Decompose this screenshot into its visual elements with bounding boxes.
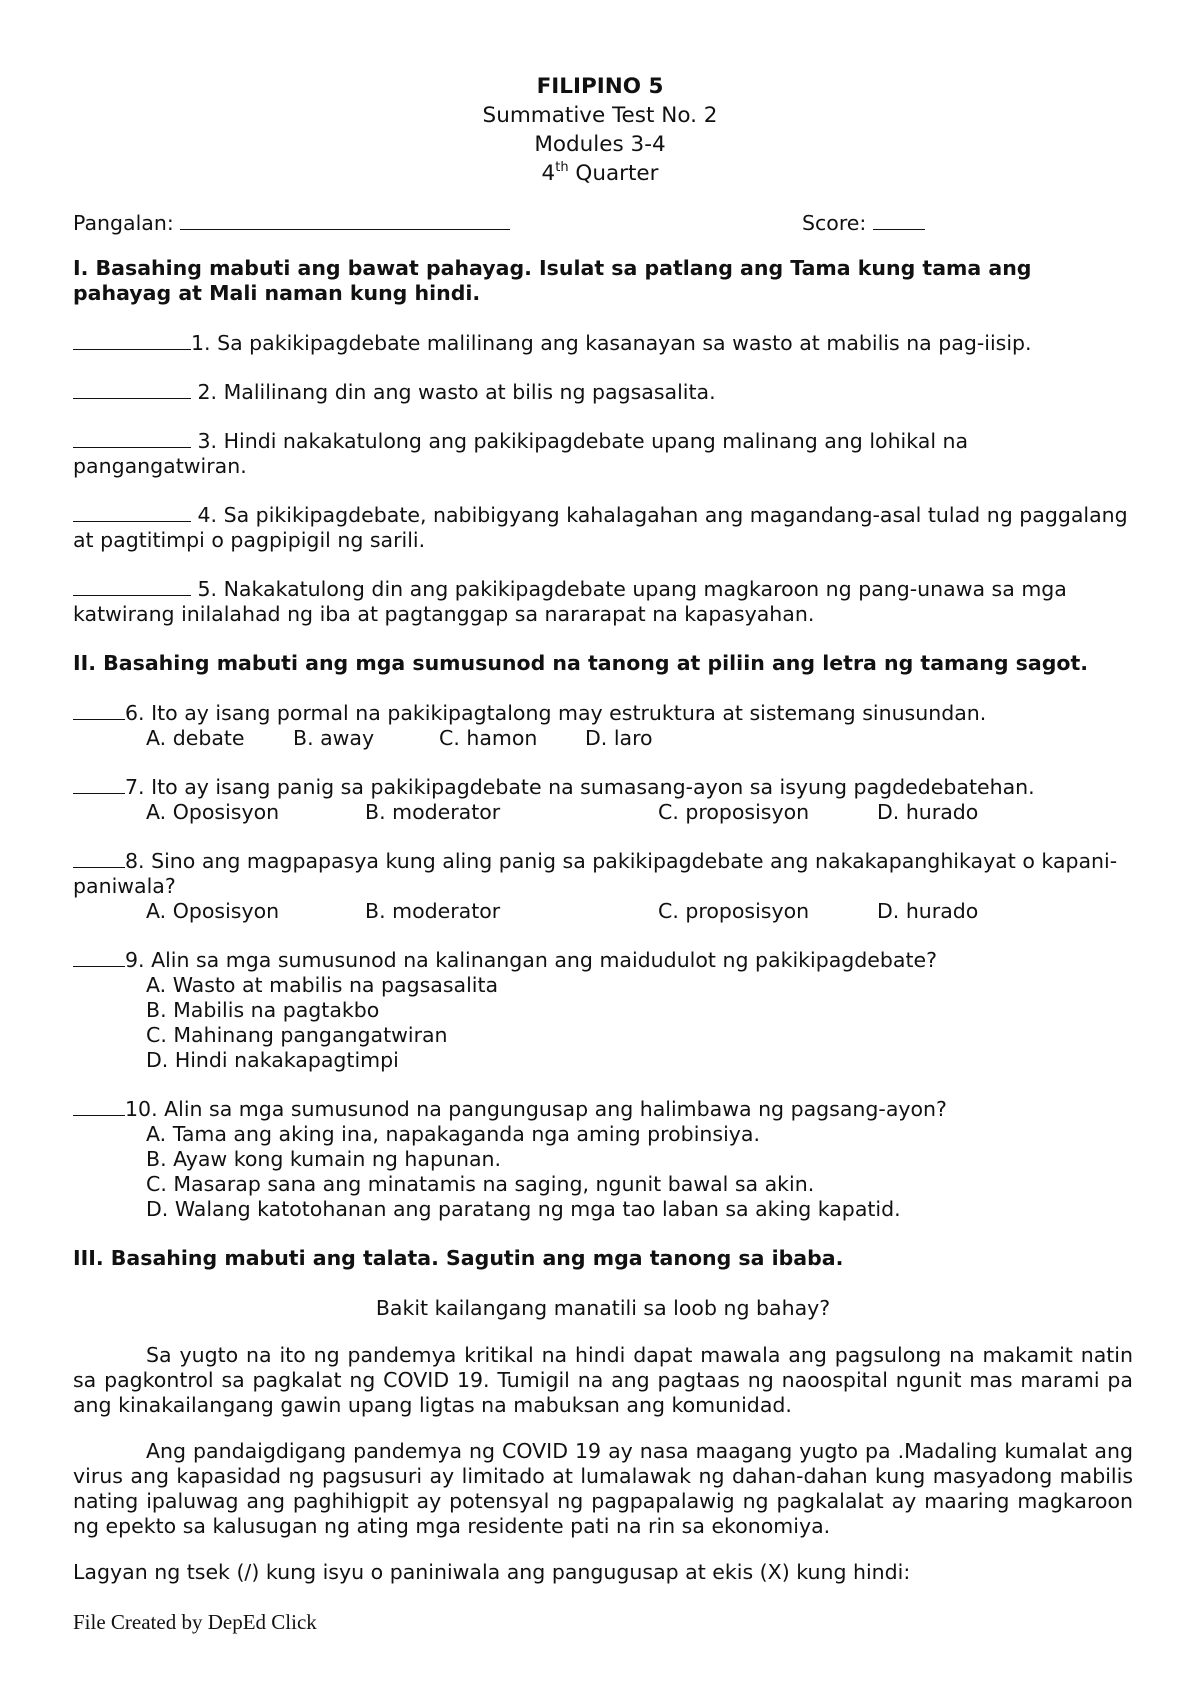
answer-blank-3[interactable] — [73, 429, 191, 448]
name-label: Pangalan: — [73, 211, 174, 235]
score-blank[interactable] — [873, 211, 925, 230]
page-title: FILIPINO 5 — [536, 74, 664, 99]
section-2-heading: II. Basahing mabuti ang mga sumusunod na tanong at piliin ang letra ng tamang sagot. — [73, 651, 1089, 675]
answer-blank-5[interactable] — [73, 577, 191, 596]
answer-blank-10[interactable] — [73, 1097, 125, 1116]
question-10 — [73, 1097, 1133, 1222]
test-body — [73, 256, 1133, 1585]
name-blank[interactable] — [180, 211, 510, 230]
choices — [146, 1122, 1133, 1222]
question-text: 7. Ito ay isang panig sa pakikipagdebate na sumasang-ayon sa isyung pagdedebatehan. — [125, 775, 1035, 799]
question-text: 1. Sa pakikipagdebate malilinang ang kasanayan sa wasto at mabilis na pag-iisip. — [191, 331, 1032, 355]
choices — [146, 726, 1133, 751]
modules-label: Modules 3-4 — [534, 132, 666, 157]
choices — [146, 800, 1133, 825]
choice-a: A. Oposisyon — [146, 800, 280, 824]
choice-a: A. Tama ang aking ina, napakaganda nga aming probinsiya. — [146, 1122, 760, 1146]
score-field — [802, 211, 925, 235]
answer-blank-6[interactable] — [73, 701, 125, 720]
answer-blank-1[interactable] — [73, 331, 191, 350]
question-9 — [73, 948, 1133, 1073]
choice-c: C. Masarap sana ang minatamis na saging, ngunit bawal sa akin. — [146, 1172, 815, 1196]
choice-c: C. proposisyon — [658, 800, 810, 824]
choice-a: A. debate — [146, 726, 245, 750]
choice-c: C. Mahinang pangangatwiran — [146, 1023, 448, 1047]
question-text: 9. Alin sa mga sumusunod na kalinangan ang maidudulot ng pakikipagdebate? — [125, 948, 938, 972]
choice-d: D. laro — [585, 726, 653, 750]
question-text: 2. Malilinang din ang wasto at bilis ng pagsasalita. — [191, 380, 716, 404]
instruction-text: Lagyan ng tsek (/) kung isyu o paniniwala ang pangugusap at ekis (X) kung hindi: — [73, 1560, 911, 1584]
quarter-label — [0, 159, 1200, 188]
passage-title: Bakit kailangang manatili sa loob ng bahay? — [375, 1296, 831, 1320]
section-1-heading: I. Basahing mabuti ang bawat pahayag. Isulat sa patlang ang Tama kung tama ang pahayag at Mali naman kung hindi. — [73, 256, 1032, 305]
quarter-number: 4 — [541, 161, 556, 186]
choice-d: D. hurado — [877, 899, 979, 923]
question-1 — [73, 331, 1133, 356]
choice-b: B. moderator — [365, 800, 501, 824]
question-text: 3. Hindi nakakatulong ang pakikipagdebate upang malinang ang lohikal na pangangatwiran. — [73, 429, 969, 478]
choice-b: B. away — [293, 726, 375, 750]
question-8 — [73, 849, 1133, 924]
quarter-ordinal: th — [555, 160, 569, 175]
name-score-line — [73, 211, 1133, 235]
choice-b: B. Mabilis na pagtakbo — [146, 998, 380, 1022]
choices — [146, 899, 1133, 924]
quarter-word: Quarter — [568, 161, 659, 186]
question-3 — [73, 429, 1133, 479]
question-text: 5. Nakakatulong din ang pakikipagdebate upang magkaroon ng pang-unawa sa mga katwirang inilalahad ng iba at pagtanggap sa nararapat na kapasyahan. — [73, 577, 1067, 626]
choices — [146, 973, 1133, 1073]
subtitle: Summative Test No. 2 — [482, 103, 718, 128]
answer-blank-2[interactable] — [73, 380, 191, 399]
question-text: 4. Sa pikikipagdebate, nabibigyang kahalagahan ang magandang-asal tulad ng paggalang at pagtitimpi o pagpipigil ng sarili. — [73, 503, 1128, 552]
choice-c: C. hamon — [439, 726, 538, 750]
answer-blank-4[interactable] — [73, 503, 191, 522]
passage-paragraph-1: Sa yugto na ito ng pandemya kritikal na hindi dapat mawala ang pagsulong na makamit natin sa pagkontrol sa pagkalat ng COVID 19. Tumigil na ang pagtaas ng naoospital ngunit mas marami pa ang kinakailangang gawin upang ligtas na mabuksan ang komunidad. — [73, 1343, 1133, 1417]
choice-b: B. moderator — [365, 899, 501, 923]
score-label: Score: — [802, 211, 867, 235]
answer-blank-9[interactable] — [73, 948, 125, 967]
choice-d: D. Hindi nakakapagtimpi — [146, 1048, 399, 1072]
choice-a: A. Oposisyon — [146, 899, 280, 923]
answer-blank-8[interactable] — [73, 849, 125, 868]
choice-a: A. Wasto at mabilis na pagsasalita — [146, 973, 499, 997]
question-text: 10. Alin sa mga sumusunod na pangungusap ang halimbawa ng pagsang-ayon? — [125, 1097, 947, 1121]
question-6 — [73, 701, 1133, 751]
header — [0, 72, 1200, 188]
section-3-heading: III. Basahing mabuti ang talata. Sagutin ang mga tanong sa ibaba. — [73, 1246, 844, 1270]
footer-note: File Created by DepEd Click — [73, 1610, 317, 1634]
choice-d: D. Walang katotohanan ang paratang ng mga tao laban sa aking kapatid. — [146, 1197, 901, 1221]
passage-paragraph-2: Ang pandaigdigang pandemya ng COVID 19 ay nasa maagang yugto pa .Madaling kumalat ang virus ang kapasidad ng pagsusuri ay limitado at lumalawak ng dahan-dahan kung masyadong mabilis nating ipaluwag ang paghihigpit ay potensyal ng pagpapalawig ng pagkalalat ay maaring magkaroon ng epekto sa kalusugan ng ating mga residente pati na rin sa ekonomiya. — [73, 1439, 1133, 1538]
question-7 — [73, 775, 1133, 825]
question-5 — [73, 577, 1133, 627]
choice-b: B. Ayaw kong kumain ng hapunan. — [146, 1147, 502, 1171]
question-2 — [73, 380, 1133, 405]
answer-blank-7[interactable] — [73, 775, 125, 794]
question-text: 8. Sino ang magpapasya kung aling panig sa pakikipagdebate ang nakakapanghikayat o kapani-paniwala? — [73, 849, 1118, 898]
choice-c: C. proposisyon — [658, 899, 810, 923]
choice-d: D. hurado — [877, 800, 979, 824]
question-4 — [73, 503, 1133, 553]
question-text: 6. Ito ay isang pormal na pakikipagtalong may estruktura at sistemang sinusundan. — [125, 701, 987, 725]
